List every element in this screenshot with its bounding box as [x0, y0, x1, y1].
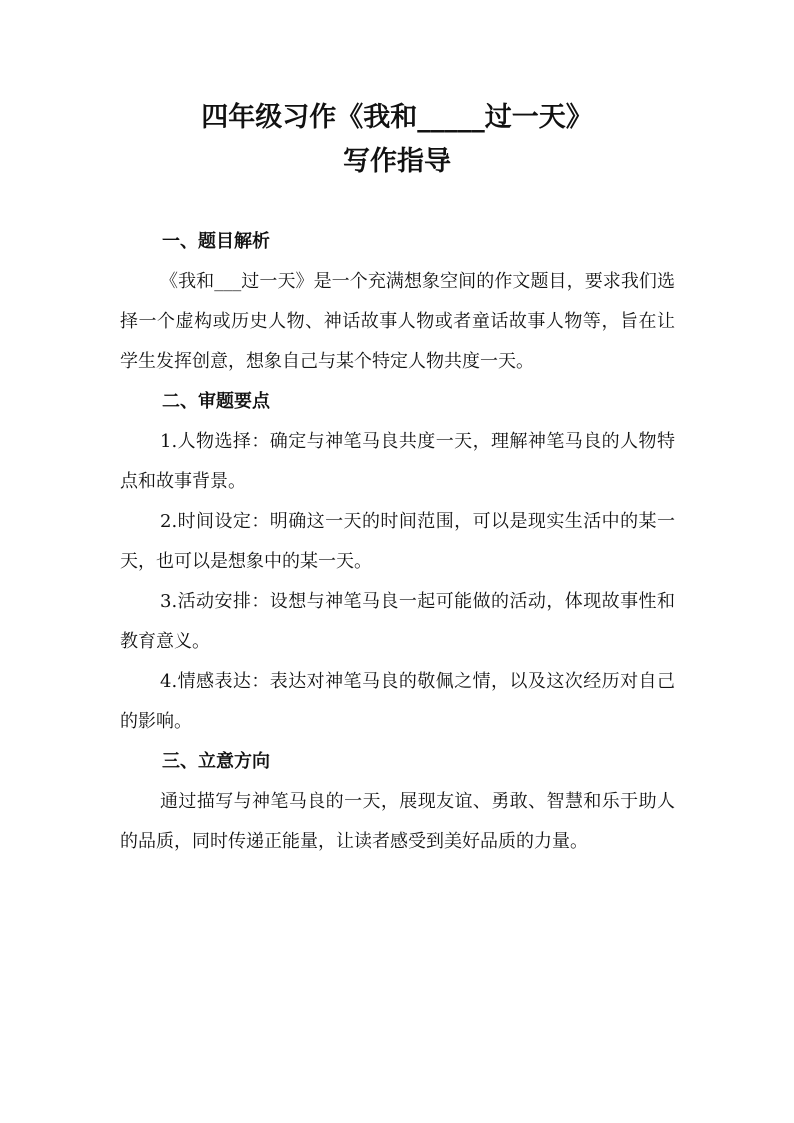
paragraph: 4.情感表达：表达对神笔马良的敬佩之情，以及这次经历对自己的影响。	[120, 671, 675, 732]
section-key-points	[120, 382, 675, 742]
section-heading: 一、题目解析	[162, 231, 270, 252]
title-line-2: 写作指导	[343, 146, 451, 177]
paragraph: 《我和___过一天》是一个充满想象空间的作文题目，要求我们选择一个虚构或历史人物、神话故事人物或者童话故事人物等，旨在让学生发挥创意，想象自己与某个特定人物共度一天。	[120, 271, 675, 372]
section-topic-analysis	[120, 222, 675, 382]
section-heading: 二、审题要点	[162, 391, 270, 412]
document-title	[0, 96, 794, 184]
section-theme-direction	[120, 742, 675, 862]
paragraph: 1.人物选择：确定与神笔马良共度一天，理解神笔马良的人物特点和故事背景。	[120, 431, 675, 492]
paragraph: 3.活动安排：设想与神笔马良一起可能做的活动，体现故事性和教育意义。	[120, 591, 675, 652]
title-line-1: 四年级习作《我和_____过一天》	[201, 102, 593, 133]
paragraph: 通过描写与神笔马良的一天，展现友谊、勇敢、智慧和乐于助人的品质，同时传递正能量，让读者感受到美好品质的力量。	[120, 791, 675, 852]
paragraph: 2.时间设定：明确这一天的时间范围，可以是现实生活中的某一天，也可以是想象中的某一天。	[120, 511, 675, 572]
document-body	[120, 222, 675, 862]
section-heading: 三、立意方向	[162, 751, 270, 772]
